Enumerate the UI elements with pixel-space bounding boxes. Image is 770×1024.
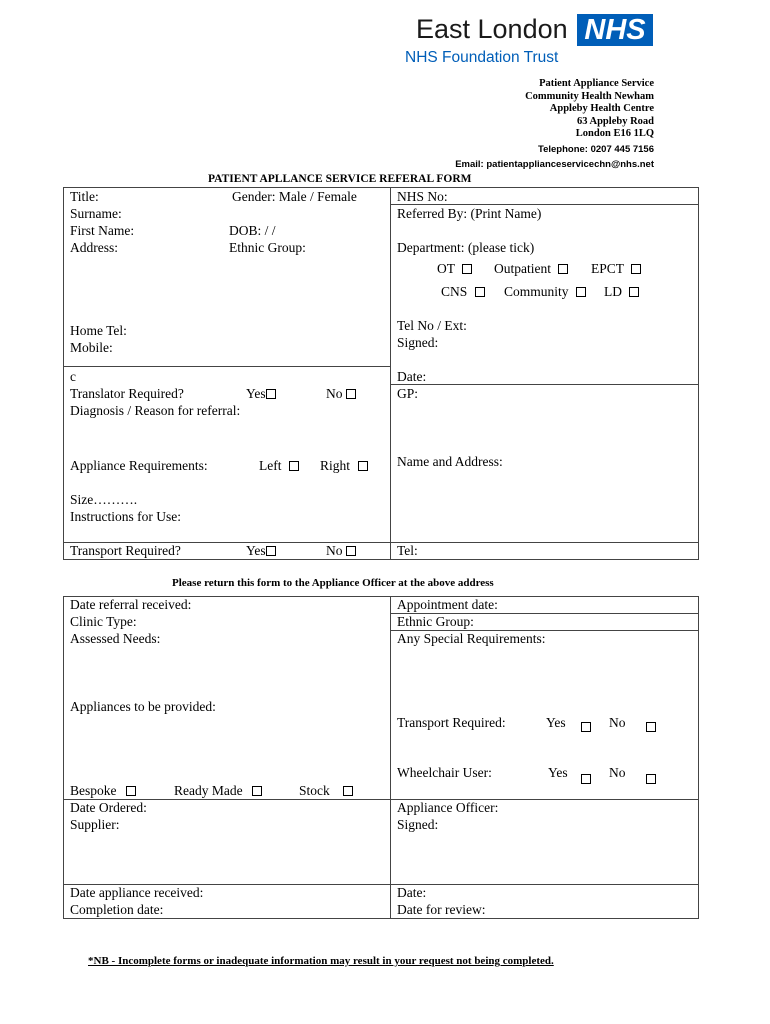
clinic-type-field[interactable]: Clinic Type:: [70, 614, 137, 629]
address-line3: Appleby Health Centre: [549, 103, 654, 114]
instructions-field[interactable]: Instructions for Use:: [70, 509, 181, 524]
date-appliance-received-field[interactable]: Date appliance received:: [70, 885, 204, 900]
dept-cns[interactable]: [441, 284, 485, 300]
right-option[interactable]: [320, 458, 368, 474]
mobile-field[interactable]: Mobile:: [70, 340, 113, 355]
appliances-provided-field[interactable]: Appliances to be provided:: [70, 699, 216, 714]
home-tel-field[interactable]: Home Tel:: [70, 323, 127, 338]
checkbox[interactable]: [475, 287, 485, 297]
stock-label: Stock: [299, 783, 330, 798]
dept-ld[interactable]: [604, 284, 639, 300]
border-left: [63, 187, 64, 560]
tel-ext-field[interactable]: Tel No / Ext:: [397, 318, 467, 333]
dept-outpatient[interactable]: [494, 261, 568, 277]
date-field[interactable]: Date:: [397, 369, 427, 384]
border-right: [698, 596, 699, 919]
transport-label: Transport Required?: [70, 543, 181, 558]
nhs-no-field[interactable]: NHS No:: [397, 189, 448, 204]
ot-label: OT: [437, 261, 455, 276]
ready-made-option[interactable]: [174, 783, 262, 799]
special-requirements-field[interactable]: Any Special Requirements:: [397, 631, 546, 646]
address-block: [525, 78, 654, 141]
checkbox[interactable]: [252, 786, 262, 796]
supplier-field[interactable]: Supplier:: [70, 817, 120, 832]
address-line5: London E16 1LQ: [575, 128, 654, 139]
transport-required-label: Transport Required:: [397, 715, 506, 730]
telephone: Telephone: 0207 445 7156: [538, 144, 654, 155]
checkbox[interactable]: [558, 264, 568, 274]
checkbox[interactable]: [629, 287, 639, 297]
wheelchair-yes-label: Yes: [548, 765, 568, 780]
checkbox[interactable]: [266, 389, 276, 399]
ready-made-label: Ready Made: [174, 783, 243, 798]
stock-option[interactable]: [299, 783, 353, 799]
wheelchair-no-label: No: [609, 765, 626, 780]
epct-label: EPCT: [591, 261, 624, 276]
translator-label: Translator Required?: [70, 386, 184, 401]
wheelchair-user-label: Wheelchair User:: [397, 765, 492, 780]
department-label: Department: (please tick): [397, 240, 535, 255]
title-field[interactable]: Title:: [70, 189, 99, 204]
email: Email: patientapplianceservicechn@nhs.net: [455, 159, 654, 170]
no-label: No: [326, 386, 343, 401]
bespoke-option[interactable]: [70, 783, 136, 799]
column-divider: [390, 596, 391, 919]
checkbox[interactable]: [289, 461, 299, 471]
first-name-field[interactable]: First Name:: [70, 223, 135, 238]
checkbox[interactable]: [346, 389, 356, 399]
checkbox[interactable]: [126, 786, 136, 796]
ethnic-group-field[interactable]: Ethnic Group:: [397, 614, 474, 629]
date-referral-field[interactable]: Date referral received:: [70, 597, 192, 612]
referred-by-field[interactable]: Referred By: (Print Name): [397, 206, 542, 221]
nhs-logo: NHS: [577, 14, 653, 46]
transport-yes-checkbox[interactable]: [581, 722, 591, 732]
border-bottom: [63, 918, 699, 919]
stray-c: c: [70, 369, 76, 384]
no-label: No: [326, 543, 343, 558]
date-for-review-field[interactable]: Date for review:: [397, 902, 486, 917]
bespoke-label: Bespoke: [70, 783, 117, 798]
row-divider: [63, 366, 391, 367]
org-name: East London: [416, 14, 568, 44]
return-note: Please return this form to the Appliance Officer at the above address: [172, 577, 494, 589]
border-bottom: [63, 559, 699, 560]
address-field[interactable]: Address:: [70, 240, 118, 255]
gp-field[interactable]: GP:: [397, 386, 419, 401]
address-line2: Community Health Newham: [525, 90, 654, 102]
date-field[interactable]: Date:: [397, 885, 427, 900]
surname-field[interactable]: Surname:: [70, 206, 122, 221]
row-divider: [390, 384, 699, 385]
border-left: [63, 596, 64, 919]
ethnic-group-field[interactable]: Ethnic Group:: [229, 240, 306, 255]
address-line4: 63 Appleby Road: [576, 115, 654, 127]
outpatient-label: Outpatient: [494, 261, 551, 276]
transport-yes-label: Yes: [546, 715, 566, 730]
checkbox[interactable]: [358, 461, 368, 471]
transport-no-checkbox[interactable]: [646, 722, 656, 732]
wheelchair-no-checkbox[interactable]: [646, 774, 656, 784]
translator-no[interactable]: [326, 386, 356, 402]
left-option[interactable]: [259, 458, 299, 474]
border-top: [63, 187, 699, 188]
column-divider: [390, 187, 391, 560]
right-label: Right: [320, 458, 351, 473]
appointment-date-field[interactable]: Appointment date:: [397, 597, 498, 612]
appliance-officer-field[interactable]: Appliance Officer:: [397, 800, 499, 815]
checkbox[interactable]: [576, 287, 586, 297]
assessed-needs-field[interactable]: Assessed Needs:: [70, 631, 161, 646]
checkbox[interactable]: [343, 786, 353, 796]
yes-label: Yes: [246, 543, 266, 558]
diagnosis-field[interactable]: Diagnosis / Reason for referral:: [70, 403, 241, 418]
appliance-requirements-label: Appliance Requirements:: [70, 458, 208, 473]
yes-label: Yes: [246, 386, 266, 401]
date-ordered-field[interactable]: Date Ordered:: [70, 800, 147, 815]
checkbox[interactable]: [346, 546, 356, 556]
signed-field[interactable]: Signed:: [397, 817, 439, 832]
left-label: Left: [259, 458, 282, 473]
footer-note: *NB - Incomplete forms or inadequate information may result in your request not being completed.: [88, 955, 554, 967]
checkbox[interactable]: [631, 264, 641, 274]
dept-community[interactable]: [504, 284, 586, 300]
gp-name-address-field[interactable]: Name and Address:: [397, 454, 503, 469]
dept-ot[interactable]: [437, 261, 472, 277]
transport-yes[interactable]: [246, 543, 276, 559]
trust-name: NHS Foundation Trust: [405, 49, 559, 66]
signed-field[interactable]: Signed:: [397, 335, 439, 350]
dob-field[interactable]: DOB: / /: [229, 223, 276, 238]
gender-field[interactable]: Gender: Male / Female: [232, 189, 357, 204]
dept-epct[interactable]: [591, 261, 641, 277]
border-right: [698, 187, 699, 560]
checkbox[interactable]: [462, 264, 472, 274]
transport-no-label: No: [609, 715, 626, 730]
form-title: PATIENT APLLANCE SERVICE REFERAL FORM: [208, 173, 472, 185]
ld-label: LD: [604, 284, 622, 299]
gp-tel-field[interactable]: Tel:: [397, 543, 418, 558]
size-field[interactable]: Size……….: [70, 492, 138, 507]
community-label: Community: [504, 284, 569, 299]
address-line1: Patient Appliance Service: [539, 78, 654, 89]
transport-no[interactable]: [326, 543, 356, 559]
completion-date-field[interactable]: Completion date:: [70, 902, 164, 917]
translator-yes[interactable]: [246, 386, 276, 402]
wheelchair-yes-checkbox[interactable]: [581, 774, 591, 784]
checkbox[interactable]: [266, 546, 276, 556]
cns-label: CNS: [441, 284, 468, 299]
